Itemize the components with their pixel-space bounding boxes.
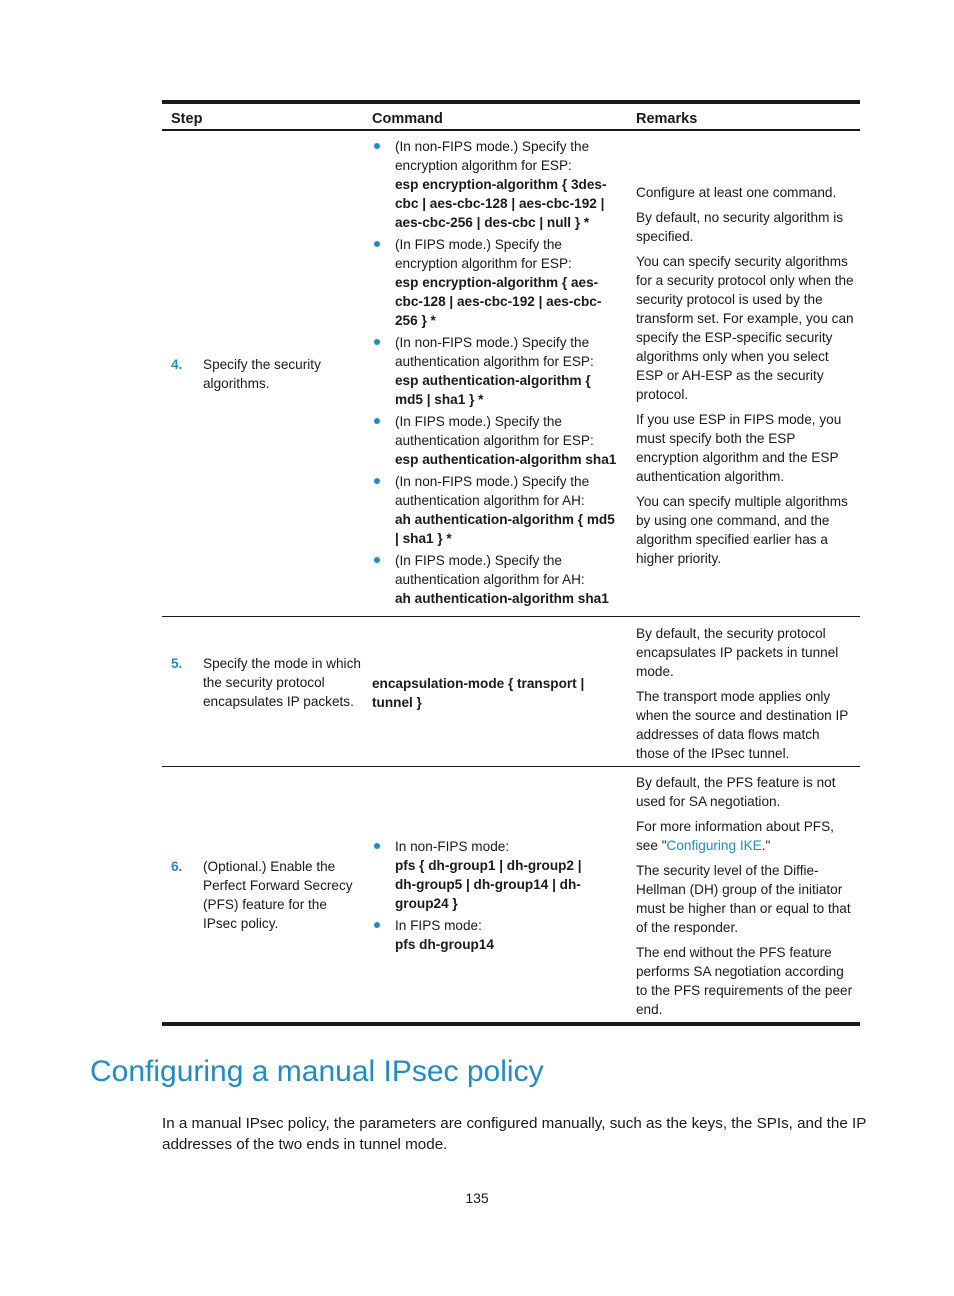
bullet-icon [374, 922, 380, 928]
step-number: 4. [171, 357, 183, 372]
remark-text: By default, the PFS feature is not used for SA negotiation. [636, 775, 836, 809]
bullet-icon [374, 557, 380, 563]
remark-text: By default, no security algorithm is specified. [636, 210, 844, 244]
command-syntax: esp encryption-algorithm { 3des-cbc | aes-cbc-128 | aes-cbc-192 | aes-cbc-256 | des-cbc | null } * [395, 177, 607, 230]
row-divider [162, 766, 860, 767]
table-header-rule [162, 129, 860, 131]
list-item [372, 472, 622, 548]
bullet-icon [374, 418, 380, 424]
command-intro: (In FIPS mode.) Specify the encryption algorithm for ESP: [395, 237, 572, 271]
command-syntax: esp encryption-algorithm { aes-cbc-128 | aes-cbc-192 | aes-cbc-256 } * [395, 275, 602, 328]
list-item [372, 916, 602, 954]
remark-text: The transport mode applies only when the source and destination IP addresses of data flows match those of the IPsec tunnel. [636, 689, 849, 761]
command-syntax: encapsulation-mode { transport | tunnel } [372, 676, 585, 710]
table-top-rule [162, 100, 860, 104]
command-syntax: esp authentication-algorithm { md5 | sha1 } * [395, 373, 591, 407]
command-syntax: pfs { dh-group1 | dh-group2 | dh-group5 | dh-group14 | dh-group24 } [395, 858, 582, 911]
remark-text: The end without the PFS feature performs SA negotiation according to the PFS requirements of the peer end. [636, 945, 853, 1017]
command-intro: (In FIPS mode.) Specify the authentication algorithm for AH: [395, 553, 585, 587]
command-intro: (In non-FIPS mode.) Specify the encryption algorithm for ESP: [395, 139, 590, 173]
page-number: 135 [465, 1190, 489, 1206]
command-intro: In non-FIPS mode: [395, 839, 510, 854]
remark-text: For more information about PFS, see " [636, 819, 834, 853]
remark-text: You can specify security algorithms for a security protocol only when the security protocol is used by the transform set. For example, you can specify the ESP-specific security algorithms only when you select ESP or AH-ESP as the security protocol. [636, 254, 854, 402]
section-paragraph: In a manual IPsec policy, the parameters are configured manually, such as the keys, the SPIs, and the IP addresses of the two ends in tunnel mode. [162, 1115, 867, 1153]
remarks-cell [636, 773, 856, 1025]
remark-text: If you use ESP in FIPS mode, you must specify both the ESP encryption algorithm and the ESP authentication algorithm. [636, 412, 842, 484]
header-step: Step [171, 111, 203, 127]
step-description: Specify the security algorithms. [203, 357, 321, 391]
step-description: Specify the mode in which the security protocol encapsulates IP packets. [203, 656, 361, 709]
row-divider [162, 616, 860, 617]
list-item [372, 235, 622, 330]
command-syntax: ah authentication-algorithm sha1 [395, 591, 609, 606]
remark-text: ." [761, 838, 771, 853]
command-intro: (In non-FIPS mode.) Specify the authentication algorithm for AH: [395, 474, 590, 508]
bullet-icon [374, 143, 380, 149]
command-cell [372, 137, 622, 611]
remark-text: The security level of the Diffie-Hellman (DH) group of the initiator must be higher than or equal to that of the responder. [636, 863, 851, 935]
table-bottom-rule [162, 1022, 860, 1026]
step-number: 5. [171, 656, 183, 671]
remark-text [636, 817, 856, 855]
remarks-cell [636, 624, 856, 769]
command-intro: (In FIPS mode.) Specify the authentication algorithm for ESP: [395, 414, 594, 448]
list-item [372, 412, 622, 469]
remark-text: Configure at least one command. [636, 185, 837, 200]
command-table [162, 100, 860, 1026]
configuring-ike-link[interactable]: Configuring IKE [666, 838, 762, 853]
bullet-icon [374, 478, 380, 484]
bullet-icon [374, 843, 380, 849]
header-command: Command [372, 111, 443, 127]
bullet-icon [374, 241, 380, 247]
step-number: 6. [171, 859, 183, 874]
command-syntax: esp authentication-algorithm sha1 [395, 452, 617, 467]
command-cell [372, 837, 602, 957]
list-item [372, 837, 602, 913]
command-syntax: pfs dh-group14 [395, 937, 494, 952]
command-syntax: ah authentication-algorithm { md5 | sha1 } * [395, 512, 615, 546]
command-intro: In FIPS mode: [395, 918, 482, 933]
remark-text: You can specify multiple algorithms by using one command, and the algorithm specified earlier has a higher priority. [636, 494, 848, 566]
remark-text: By default, the security protocol encapsulates IP packets in tunnel mode. [636, 626, 839, 679]
list-item [372, 333, 622, 409]
section-heading: Configuring a manual IPsec policy [90, 1055, 544, 1088]
step-description: (Optional.) Enable the Perfect Forward Secrecy (PFS) feature for the IPsec policy. [203, 859, 353, 931]
list-item [372, 551, 622, 608]
list-item [372, 137, 622, 232]
bullet-icon [374, 339, 380, 345]
command-intro: (In non-FIPS mode.) Specify the authentication algorithm for ESP: [395, 335, 594, 369]
remarks-cell [636, 183, 856, 574]
header-remarks: Remarks [636, 111, 698, 127]
